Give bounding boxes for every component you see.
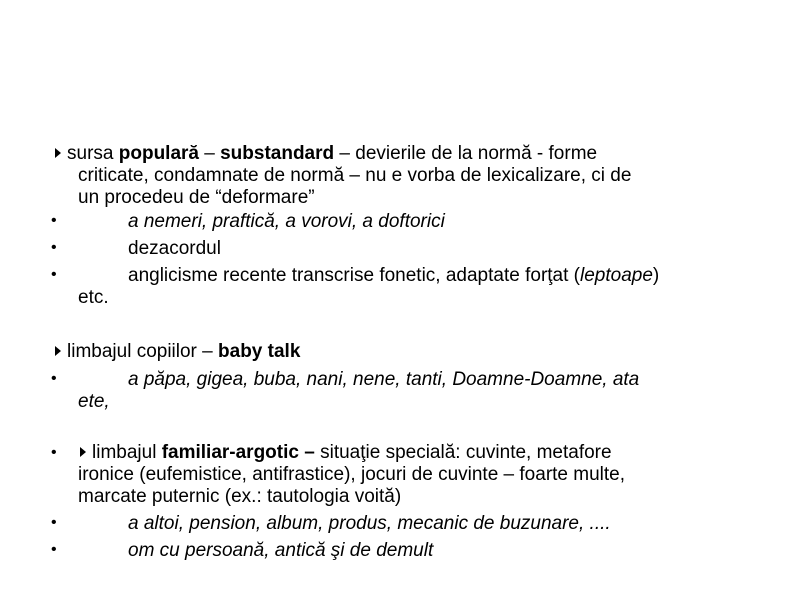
bullet-icon: • xyxy=(51,266,57,283)
block1-bullet3: anglicisme recente transcrise fonetic, adaptate forţat (leptoape) xyxy=(128,265,660,286)
bullet-icon: • xyxy=(51,239,57,256)
block3-line2: ironice (eufemistice, antifrastice), jocuri de cuvinte – foarte multe, xyxy=(78,464,626,485)
bullet-icon: • xyxy=(51,212,57,229)
block1-line3: un procedeu de “deformare” xyxy=(78,187,315,208)
block3-bullet1: a altoi, pension, album, produs, mecanic de buzunare, .... xyxy=(128,513,611,534)
arrow-right-icon xyxy=(80,447,86,457)
block2-heading: limbajul copiilor – baby talk xyxy=(55,341,300,363)
bullet-icon: • xyxy=(51,514,57,531)
bullet-icon: • xyxy=(51,444,57,461)
block3-heading: limbajul familiar-argotic – situaţie specială: cuvinte, metafore xyxy=(80,442,612,464)
bullet-icon: • xyxy=(51,541,57,558)
arrow-right-icon xyxy=(55,346,61,356)
bullet-icon: • xyxy=(51,370,57,387)
block1-bullet2: dezacordul xyxy=(128,238,221,259)
block1-heading: sursa populară – substandard – devierile de la normă - forme xyxy=(55,143,597,165)
block1-bullet1: a nemeri, praftică, a vorovi, a doftorici xyxy=(128,211,445,232)
block3-bullet2: om cu persoană, antică şi de demult xyxy=(128,540,434,561)
block3-line3: marcate puternic (ex.: tautologia voită) xyxy=(78,486,402,507)
block2-bullet1: a păpa, gigea, buba, nani, nene, tanti, Doamne-Doamne, ata xyxy=(128,369,640,390)
block2-bullet1-cont: ete, xyxy=(78,391,110,412)
arrow-right-icon xyxy=(55,148,61,158)
block1-bullet3-cont: etc. xyxy=(78,287,109,308)
block1-line2: criticate, condamnate de normă – nu e vorba de lexicalizare, ci de xyxy=(78,165,632,186)
